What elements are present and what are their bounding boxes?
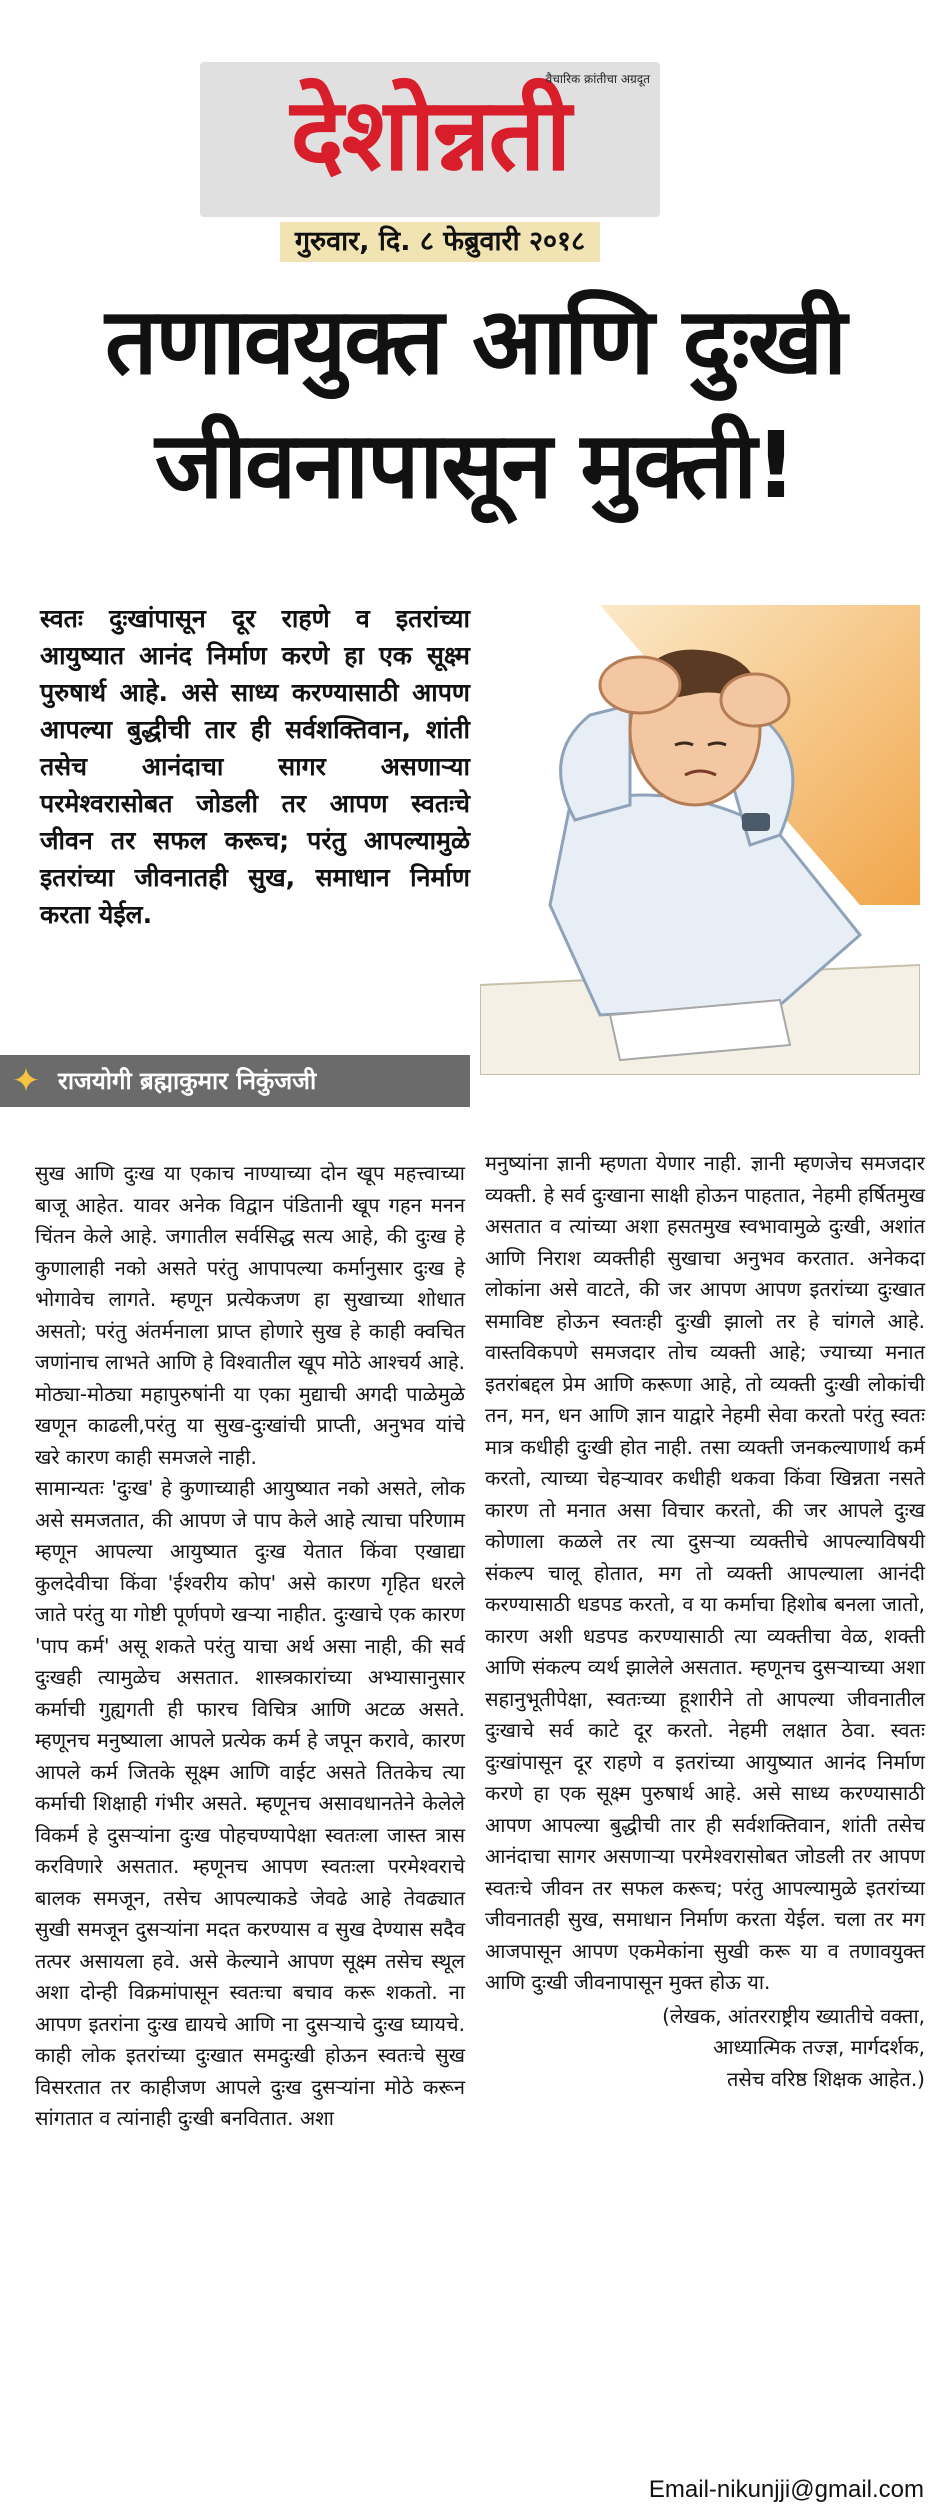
- author-name: राजयोगी ब्रह्माकुमार निकुंजजी: [58, 1067, 317, 1095]
- headline-line-2: जीवनापासून मुक्ती!: [154, 412, 796, 519]
- credit-line-3: तसेच वरिष्ठ शिक्षक आहेत.): [726, 2066, 925, 2091]
- body-paragraph: सामान्यतः 'दुःख' हे कुणाच्याही आयुष्यात नको असते, लोक असे समजतात, की आपण जे पाप केले आहे त्याचा परिणाम म्हणून आपल्या आयुष्यात दुःख येतात किंवा एखाद्या कुलदेवीचा किंवा 'ईश्वरीय कोप' असे कारण गृहित धरले जाते परंतु या गोष्टी पूर्णपणे खऱ्या नाहीत. दुःखाचे एक कारण 'पाप कर्म' असू शकते परंतु याचा अर्थ असा नाही, की सर्व दुःखही त्यामुळेच असतात. शास्त्रकारांच्या अभ्यासानुसार कर्माची गुह्यगती ही फारच विचित्र आणि अटळ असते. म्हणूनच मनुष्याला आपले प्रत्येक कर्म हे जपून करावे, कारण आपले कर्म जितके सूक्ष्म आणि वाईट असते तितकेच त्या कर्माची शिक्षाही गंभीर असते. म्हणूनच असावधानतेने केलेले विकर्म हे दुसऱ्यांना दुःख पोहचण्यापेक्षा स्वतःला जास्त त्रास करविणारे असतात. म्हणूनच आपण स्वतःला परमेश्वराचे बालक समजून, तसेच आपल्याकडे जेवढे आहे तेवढ्यात सुखी समजून दुसऱ्यांना मदत करण्यास व सुख देण्यास सदैव तत्पर असायला हवे. असे केल्याने आपण सूक्ष्म तसेच स्थूल अशा दोन्ही विक्रमांपासून स्वतःचा बचाव करू शकतो. ना आपण इतरांना दुःख द्यायचे आणि ना दुसऱ्याचे दुःख घ्यायचे. काही लोक इतरांच्या दुःखात समदुःखी होऊन स्वतःचे सुख विसरतात तर काहीजण आपले दुःख दुसऱ्यांना मोठे करून सांगतात व त्यांनाही दुःखी बनवितात. अशा: [35, 1476, 465, 2130]
- body-paragraph: सुख आणि दुःख या एकाच नाण्याच्या दोन खूप महत्त्वाच्या बाजू आहेत. यावर अनेक विद्वान पंडितानी खूप गहन मनन चिंतन केले आहे. जगातील सर्वसिद्ध सत्य आहे, की दुःख हे कुणालाही नको असते परंतु आपापल्या कर्मानुसार दुःख हे भोगावेच लागते. म्हणून प्रत्येकजण हा सुखाच्या शोधात असतो; परंतु अंतर्मनाला प्राप्त होणारे सुख हे काही क्वचित जणांनाच लाभते आणि हे विश्वातील खूप मोठे आश्चर्य आहे. मोठ्या-मोठ्या महापुरुषांनी या एका मुद्याची अगदी पाळेमुळे खणून काढली,परंतु या सुख-दुःखांची प्राप्ती, अनुभव यांचे खरे कारण काही समजले नाही.: [35, 1161, 465, 1469]
- author-credit: [485, 2001, 925, 2096]
- author-byline: [0, 1055, 470, 1107]
- star-icon: ✦: [11, 1061, 41, 1101]
- credit-line-2: आध्यात्मिक तज्ज्ञ, मार्गदर्शक,: [713, 2035, 925, 2059]
- article-intro: स्वतः दुःखांपासून दूर राहणे व इतरांच्या आयुष्यात आनंद निर्माण करणे हा एक सूक्ष्म पुरुषार्थ आहे. असे साध्य करण्यासाठी आपण आपल्या बुद्धीची तार ही सर्वशक्तिवान, शांती तसेच आनंदाचा सागर असणाऱ्या परमेश्वरासोबत जोडली तर आपण स्वतःचे जीवन तर सफल करूच; परंतु आपल्यामुळे इतरांच्या जीवनातही सुख, समाधान निर्माण करता येईल.: [40, 604, 470, 929]
- issue-date: गुरुवार, दि. ८ फेब्रुवारी २०१८: [280, 222, 600, 262]
- newspaper-tagline: वैचारिक क्रांतीचा अग्रदूत: [545, 72, 650, 86]
- author-email: Email-nikunjji@gmail.com: [648, 2476, 924, 2503]
- stressed-man-illustration: [480, 605, 920, 1075]
- body-column-left: [35, 1158, 465, 2135]
- body-paragraph: मनुष्यांना ज्ञानी म्हणता येणार नाही. ज्ञानी म्हणजेच समजदार व्यक्ती. हे सर्व दुःखाना साक्षी होऊन पाहतात, नेहमी हर्षितमुख असतात व त्यांच्या अशा हसतमुख स्वभावामुळे दुःखी, अशांत आणि निराश व्यक्तीही सुखाचा अनुभव करतात. अनेकदा लोकांना असे वाटते, की जर आपण आपण इतरांच्या दुःखात समाविष्ट होऊन स्वतःही दुःखी झालो तर हे चांगले आहे. वास्तविकपणे समजदार तोच व्यक्ती आहे; ज्याच्या मनात इतरांबद्दल प्रेम आणि करूणा आहे, तो व्यक्ती दुःखी लोकांची तन, मन, धन आणि ज्ञान याद्वारे नेहमी सेवा करतो परंतु स्वतः मात्र कधीही दुःखी होत नाही. तसा व्यक्ती जनकल्याणार्थ कर्म करतो, त्याच्या चेहऱ्यावर कधीही थकवा किंवा खिन्नता नसते कारण तो मनात असा विचार करतो, की जर आपले दुःख कोणाला कळले तर त्या दुसऱ्या व्यक्तीचे आपल्याविषयी संकल्प चालू होतात, मग तो व्यक्ती आपल्याला आनंदी करण्यासाठी धडपड करतो, व या कर्माचा हिशोब बनला जातो, कारण अशी धडपड करण्यासाठी त्या व्यक्तीचा वेळ, शक्ती आणि संकल्प व्यर्थ झालेले असतात. म्हणूनच दुसऱ्याच्या अशा सहानुभूतीपेक्षा, स्वतःच्या हूशारीने तो आपल्या जीवनातील दुःखाचे सर्व काटे दूर करतो. नेहमी लक्षात ठेवा. स्वतः दुःखांपासून दूर राहणे व इतरांच्या आयुष्यात आनंद निर्माण करणे हा एक सूक्ष्म पुरुषार्थ आहे. असे साध्य करण्यासाठी आपण आपल्या बुद्धीची तार ही सर्वशक्तिवान, शांती तसेच आनंदाचा सागर असणाऱ्या परमेश्वरासोबत जोडली तर आपण स्वतःचे जीवन तर सफल करूच; परंतु आपल्यामुळे इतरांच्या जीवनातही सुख, समाधान निर्माण करता येईल. चला तर मग आजपासून आपण एकमेकांना सुखी करू या व तणावयुक्त आणि दुःखी जीवनापासून मुक्त होऊ या.: [485, 1151, 925, 1994]
- body-column-right: [485, 1148, 925, 2095]
- newspaper-name: देशोन्नती: [290, 76, 570, 193]
- article-headline: [20, 280, 930, 528]
- headline-line-1: तणावयुक्त आणि दुःखी: [105, 288, 845, 395]
- masthead: [200, 62, 660, 262]
- credit-line-1: (लेखक, आंतरराष्ट्रीय ख्यातीचे वक्ता,: [662, 2003, 925, 2028]
